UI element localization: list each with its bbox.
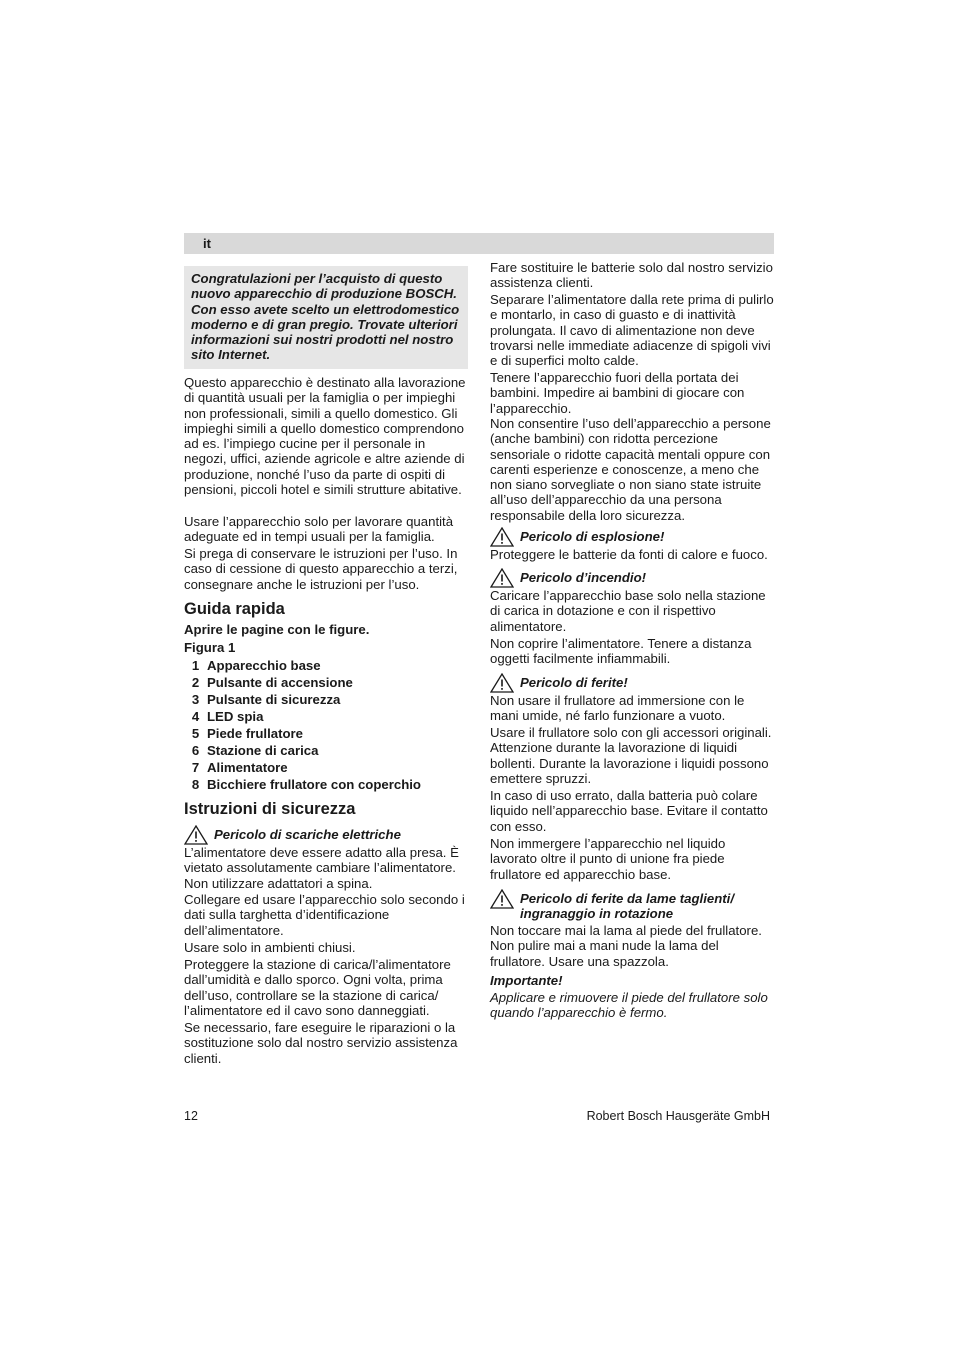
electric-paragraph-1: L’alimentatore deve essere adatto alla presa. È vietato assolutamente cambiare l’alimentatore. Non utilizzare adattatori a spina. <box>184 845 459 891</box>
important-text: Applicare e rimuovere il piede del frullatore solo quando l’apparecchio è fermo. <box>490 990 768 1021</box>
keep-instructions-paragraph: Si prega di conservare le istruzioni per l’uso. In caso di cessione di questo apparecchio a terzi, consegnare anche le istruzioni per l’uso. <box>184 546 458 592</box>
warning-explosion-title: Pericolo di esplosione! <box>520 529 665 544</box>
electric-paragraph-4: Proteggere la stazione di carica/l’alimentatore dall’umidità e dallo sporco. Ogni volta, prima dell’uso, controllare se la stazione di carica/ l’alimentatore ed il cavo sono danneggiati. <box>184 957 451 1018</box>
warning-triangle-icon <box>490 889 514 909</box>
page-number: 12 <box>184 1109 198 1123</box>
electric-paragraph-2: Collegare ed usare l’apparecchio solo secondo i dati sulla targhetta d’identificazione dell’alimentatore. <box>184 892 465 938</box>
important-heading: Importante! <box>490 973 563 988</box>
right-paragraph-1: Fare sostituire le batterie solo dal nostro servizio assistenza clienti. <box>490 260 773 291</box>
warning-electric <box>184 825 468 845</box>
list-item: 7 Alimentatore <box>191 760 288 775</box>
usage-quantity-paragraph: Usare l’apparecchio solo per lavorare quantità adeguate ed in tempi usuali per la famiglia. <box>184 514 454 545</box>
safety-heading: Istruzioni di sicurezza <box>184 800 356 818</box>
blades-paragraph: Non toccare mai la lama al piede del frullatore. Non pulire mai a mani nude la lama del frullatore. Usare una spazzola. <box>490 923 762 969</box>
parts-list <box>184 657 468 793</box>
injury-paragraph-3: In caso di uso errato, dalla batteria può colare liquido nell’apparecchio base. Evitare il contatto con esso. <box>490 788 768 834</box>
fire-paragraph-2: Non coprire l’alimentatore. Tenere a distanza oggetti facilmente infiammabili. <box>490 636 752 667</box>
warning-fire <box>490 568 774 588</box>
right-paragraph-4: Non consentire l’uso dell’apparecchio a persone (anche bambini) con ridotta percezione sensoriale o ridotte capacità mentali oppure con carenti esperienze e conoscenze, a meno che non siano sorvegliate o non siano state istruite all’uso dell’apparecchio da una persona responsabile della loro sicurezza. <box>490 416 771 523</box>
list-item: 3 Pulsante di sicurezza <box>191 692 341 707</box>
warning-explosion <box>490 527 774 547</box>
list-item: 1 Apparecchio base <box>191 658 321 673</box>
warning-injury <box>490 673 774 693</box>
warning-triangle-icon <box>184 825 208 845</box>
quick-guide-subtitle: Aprire le pagine con le figure. <box>184 622 370 637</box>
company-name: Robert Bosch Hausgeräte GmbH <box>586 1109 770 1123</box>
intro-box <box>184 266 468 369</box>
warning-triangle-icon <box>490 568 514 588</box>
usage-paragraph: Questo apparecchio è destinato alla lavorazione di quantità usuali per la famiglia o per impieghi non professionali, simili a quello domestico. Gli impieghi simili a quello domestico comprendono ad es. l’impiego cucine per il personale in negozi, uffici, aziende agricole e altre aziende di produzione, nonché l’uso da parte di ospiti di pensioni, piccoli hotel e simili strutture abitative. <box>184 375 466 498</box>
warning-blades-title: Pericolo di ferite da lame taglienti/ ingranaggio in rotazione <box>520 891 734 922</box>
figure-label: Figura 1 <box>184 640 236 655</box>
intro-text: Congratulazioni per l’acquisto di questo nuovo apparecchio di produzione BOSCH. Con esso avete scelto un elettrodomestico moderno e di gran pregio. Trovate ulteriori informazioni sui nostri prodotti nel nostro sito Internet. <box>191 271 460 363</box>
injury-paragraph-4: Non immergere l’apparecchio nel liquido lavorato oltre il punto di unione fra piede frullatore ed apparecchio base. <box>490 836 726 882</box>
injury-paragraph-2: Usare il frullatore solo con gli accessori originali. Attenzione durante la lavorazione di liquidi bollenti. Durante la lavorazione i liquidi possono emettere spruzzi. <box>490 725 772 786</box>
list-item: 4 LED spia <box>191 709 264 724</box>
electric-paragraph-5: Se necessario, fare eseguire le riparazioni o la sostituzione solo dal nostro servizio assistenza clienti. <box>184 1020 458 1066</box>
warning-blades <box>490 889 774 922</box>
injury-paragraph-1: Non usare il frullatore ad immersione con le mani umide, né farlo funzionare a vuoto. <box>490 693 745 724</box>
warning-injury-title: Pericolo di ferite! <box>520 675 628 690</box>
list-item: 6 Stazione di carica <box>191 743 319 758</box>
warning-triangle-icon <box>490 673 514 693</box>
warning-electric-title: Pericolo di scariche elettriche <box>214 827 401 842</box>
quick-guide-heading: Guida rapida <box>184 600 285 618</box>
right-paragraph-2: Separare l’alimentatore dalla rete prima di pulirlo e montarlo, in caso di guasto e di inattività prolungata. Il cavo di alimentazione non deve trovarsi nelle immediate adiacenze di spigoli vivi e di superfici molto calde. <box>490 292 774 369</box>
language-code: it <box>203 236 211 251</box>
warning-triangle-icon <box>490 527 514 547</box>
electric-paragraph-3: Usare solo in ambienti chiusi. <box>184 940 356 955</box>
list-item: 8 Bicchiere frullatore con coperchio <box>191 777 421 792</box>
warning-fire-title: Pericolo d’incendio! <box>520 570 647 585</box>
fire-paragraph-1: Caricare l’apparecchio base solo nella stazione di carica in dotazione e con il rispettivo alimentatore. <box>490 588 766 634</box>
language-bar <box>184 233 774 254</box>
explosion-paragraph: Proteggere le batterie da fonti di calore e fuoco. <box>490 547 768 562</box>
list-item: 2 Pulsante di accensione <box>191 675 353 690</box>
list-item: 5 Piede frullatore <box>191 726 304 741</box>
right-paragraph-3: Tenere l’apparecchio fuori della portata dei bambini. Impedire ai bambini di giocare con l’apparecchio. <box>490 370 745 416</box>
